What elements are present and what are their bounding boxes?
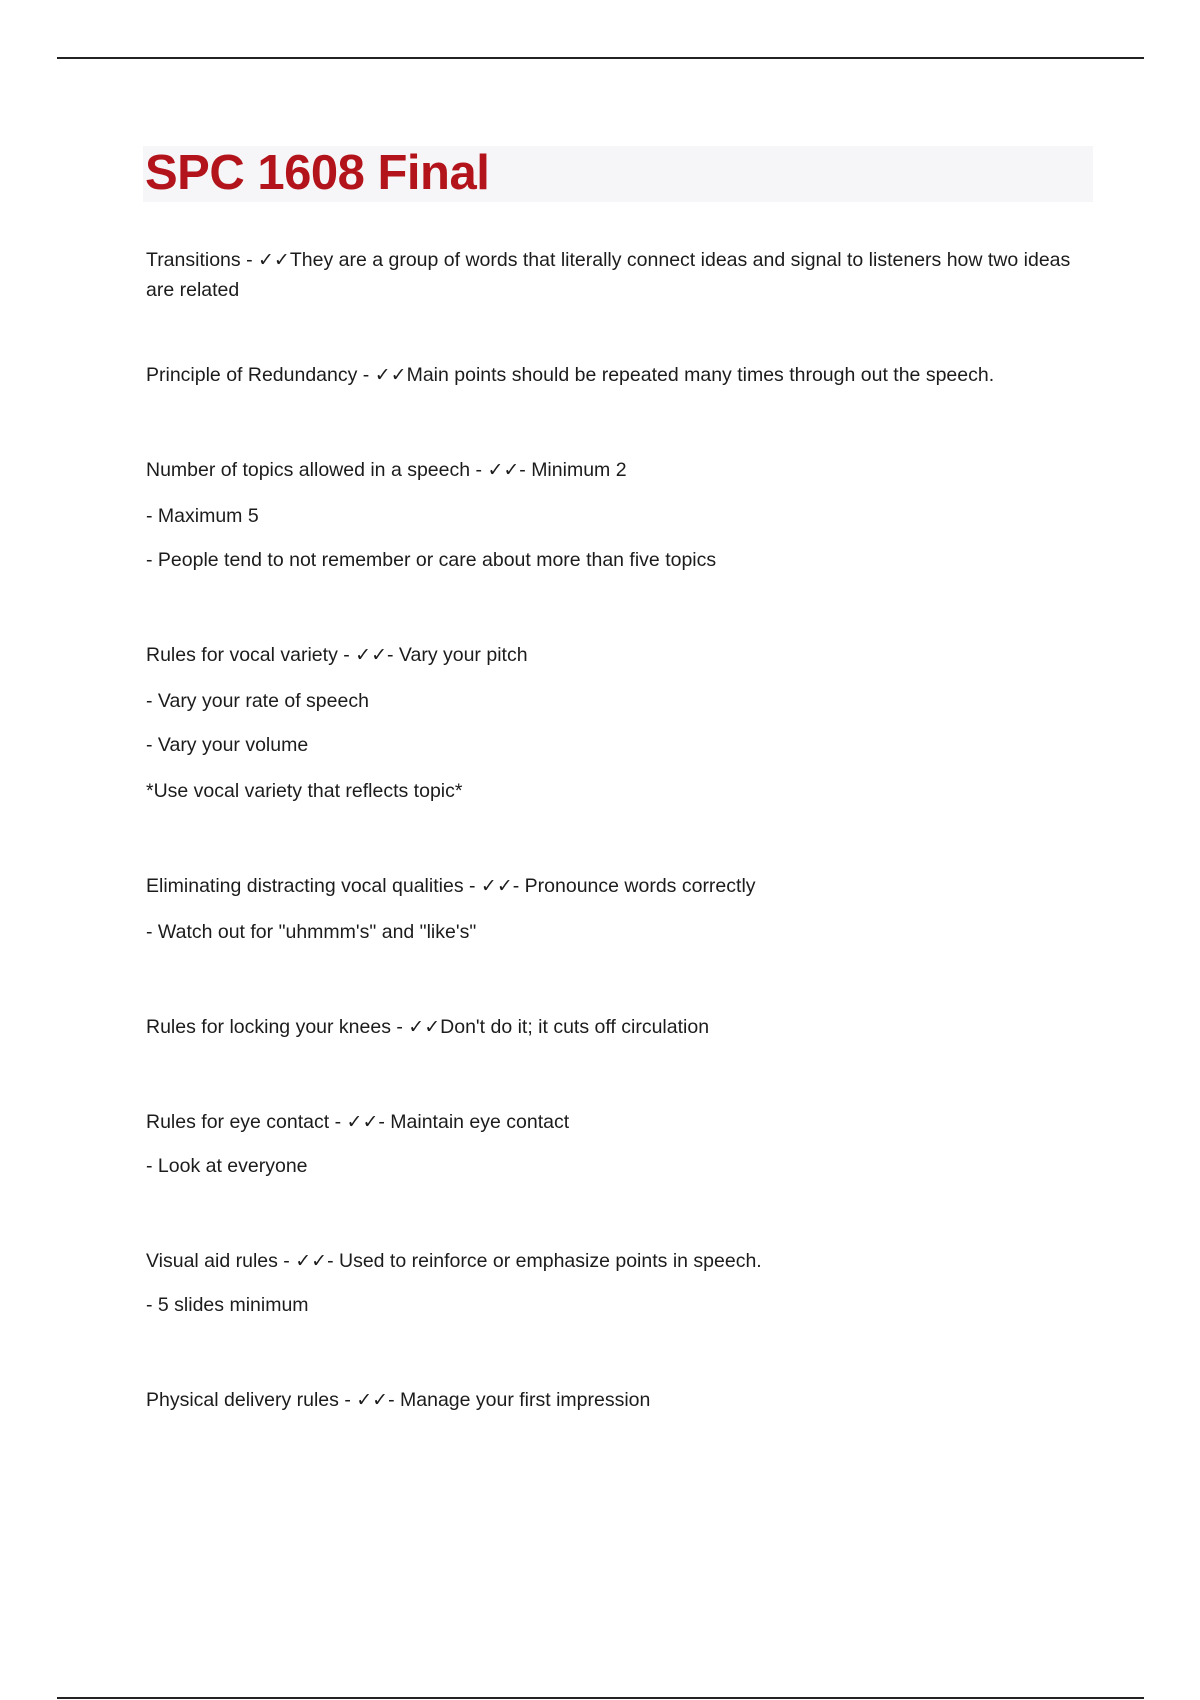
entry-separator: -	[338, 1389, 357, 1411]
flashcard-entry	[146, 1385, 1091, 1415]
entry-answer: - Maintain eye contact	[378, 1111, 570, 1133]
entry-line	[146, 1012, 1091, 1042]
double-check-icon: ✓✓	[346, 1111, 379, 1133]
bottom-divider	[57, 1697, 1144, 1699]
entry-extra-line: - Vary your rate of speech	[146, 690, 369, 712]
entry-term: Principle of Redundancy	[146, 364, 358, 386]
entry-answer: Main points should be repeated many times through out the speech.	[406, 364, 995, 386]
entry-answer: - Used to reinforce or emphasize points in speech.	[327, 1250, 762, 1272]
entry-separator: -	[277, 1250, 296, 1272]
entry-separator: -	[390, 1016, 409, 1038]
double-check-icon: ✓✓	[408, 1016, 441, 1038]
top-divider	[57, 57, 1144, 59]
entry-separator: -	[357, 364, 375, 386]
entry-extra-line: - Vary your volume	[146, 734, 309, 756]
entry-term: Rules for vocal variety	[146, 644, 338, 666]
entry-answer: Don't do it; it cuts off circulation	[440, 1016, 710, 1038]
flashcard-entry	[146, 1107, 1091, 1181]
entry-line	[146, 871, 1091, 901]
flashcard-list	[146, 245, 1091, 1462]
flashcard-entry	[146, 1012, 1091, 1042]
entry-separator: -	[329, 1111, 347, 1133]
entry-term: Number of topics allowed in a speech	[146, 459, 471, 481]
entry-term: Physical delivery rules	[146, 1389, 339, 1411]
page-title: SPC 1608 Final	[145, 146, 490, 200]
entry-answer: They are a group of words that literally connect ideas and signal to listeners how two ideas are related	[146, 249, 1071, 301]
double-check-icon: ✓✓	[258, 249, 290, 271]
entry-answer: - Vary your pitch	[387, 644, 528, 666]
entry-term: Rules for eye contact	[146, 1111, 330, 1133]
entry-line	[146, 1107, 1091, 1137]
entry-term: Rules for locking your knees	[146, 1016, 391, 1038]
double-check-icon: ✓✓	[355, 644, 388, 666]
entry-term: Transitions	[146, 249, 241, 271]
entry-line	[146, 360, 1091, 390]
flashcard-entry	[146, 245, 1091, 305]
entry-extra-line: *Use vocal variety that reflects topic*	[146, 780, 463, 802]
entry-separator: -	[337, 644, 356, 666]
entry-line	[146, 1246, 1091, 1276]
flashcard-entry	[146, 360, 1091, 390]
entry-extra-line: - Watch out for "uhmmm's" and "like's"	[146, 921, 477, 943]
entry-line	[146, 245, 1091, 305]
entry-answer: - Minimum 2	[519, 459, 627, 481]
entry-line	[146, 455, 1091, 485]
entry-separator: -	[463, 875, 481, 897]
double-check-icon: ✓✓	[480, 875, 513, 897]
entry-separator: -	[240, 249, 258, 271]
entry-line	[146, 1385, 1091, 1415]
entry-term: Eliminating distracting vocal qualities	[146, 875, 464, 897]
double-check-icon: ✓✓	[487, 459, 520, 481]
entry-extra-line: - People tend to not remember or care about more than five topics	[146, 549, 717, 571]
double-check-icon: ✓✓	[295, 1250, 328, 1272]
flashcard-entry	[146, 640, 1091, 806]
entry-term: Visual aid rules	[146, 1250, 278, 1272]
entry-separator: -	[470, 459, 488, 481]
entry-extra-line: - Look at everyone	[146, 1155, 308, 1177]
entry-extra-line: - 5 slides minimum	[146, 1294, 309, 1316]
entry-answer: - Pronounce words correctly	[512, 875, 756, 897]
flashcard-entry	[146, 871, 1091, 947]
entry-extra-line: - Maximum 5	[146, 505, 259, 527]
double-check-icon: ✓✓	[356, 1389, 389, 1411]
entry-answer: - Manage your first impression	[388, 1389, 651, 1411]
entry-line	[146, 640, 1091, 670]
flashcard-entry	[146, 455, 1091, 575]
double-check-icon: ✓✓	[374, 364, 407, 386]
flashcard-entry	[146, 1246, 1091, 1320]
